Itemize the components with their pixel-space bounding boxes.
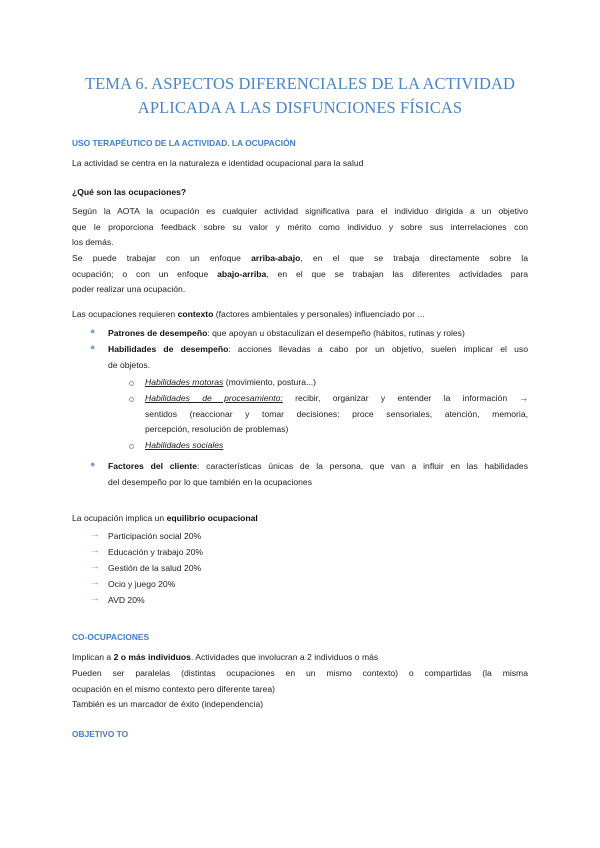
bullet-patrones: Patrones de desempeño: que apoyan u obstaculizan el desempeño (hábitos, rutinas y roles) <box>108 328 465 338</box>
sub-habilidades-motoras: Habilidades motoras (movimiento, postura...) <box>145 377 316 387</box>
bullet-dot-icon: ● <box>90 342 96 352</box>
contexto-paragraph: Las ocupaciones requieren contexto (factores ambientales y personales) influenciado por ... <box>72 309 425 319</box>
sub-habilidades-sociales: Habilidades sociales <box>145 440 224 450</box>
equilibrio-intro: La ocupación implica un equilibrio ocupacional <box>72 513 258 523</box>
document-title <box>60 72 540 120</box>
bullet-dot-icon: ● <box>90 459 96 469</box>
list-item: Gestión de la salud 20% <box>108 563 202 573</box>
co-ocupaciones-line-1: Implican a 2 o más individuos. Actividades que involucran a 2 individuos o más <box>72 652 379 662</box>
list-item: Participación social 20% <box>108 531 202 541</box>
arrow-right-icon: → <box>90 577 100 588</box>
sub-habilidades-procesamiento: Habilidades de procesamiento: recibir, organizar y entender la información → sentidos (reaccionar y tomar decisiones: proce sensoriales, atención, memoria, percepción, resolución de problemas) <box>145 393 528 434</box>
co-ocupaciones-paragraph: Pueden ser paralelas (distintas ocupaciones en un mismo contexto) o compartidas (la misma ocupación en el mismo contexto pero diferente tarea) <box>72 668 528 694</box>
section-heading-uso-terapeutico: USO TERAPÉUTICO DE LA ACTIVIDAD. LA OCUPACIÓN <box>72 138 296 148</box>
list-item: Ocio y juego 20% <box>108 579 176 589</box>
bullet-factores-cliente: Factores del cliente: características únicas de la persona, que van a influir en las habilidades del desempeño por lo que también en la ocupaciones <box>108 461 528 487</box>
enfoque-paragraph: Se puede trabajar con un enfoque arriba-abajo, en el que se trabaja directamente sobre la ocupación; o con un enfoque abajo-arriba, en el que se trabajan las diferentes actividades para poder realizar una ocupación. <box>72 253 529 294</box>
section-heading-co-ocupaciones: CO-OCUPACIONES <box>72 632 150 642</box>
section-intro: La actividad se centra en la naturaleza e identidad ocupacional para la salud <box>72 158 364 168</box>
arrow-right-icon: → <box>90 545 100 556</box>
circle-bullet-icon <box>129 397 134 402</box>
title-line-1: TEMA 6. ASPECTOS DIFERENCIALES DE LA ACTIVIDAD <box>84 74 516 93</box>
arrow-right-icon: → <box>90 593 100 604</box>
arrow-right-icon: → <box>90 529 100 540</box>
bullet-habilidades: Habilidades de desempeño: acciones llevadas a cabo por un objetivo, suelen implicar el uso de objetos. <box>108 344 528 370</box>
aota-paragraph: Según la AOTA la ocupación es cualquier actividad significativa para el individuo dirigida a un objetivo que le proporciona feedback sobre su valor y mérito como individuo y sobre sus interrelaciones con los demás. <box>72 206 528 247</box>
list-item: Educación y trabajo 20% <box>108 547 204 557</box>
list-item: AVD 20% <box>108 595 145 605</box>
section-heading-objetivo-to: OBJETIVO TO <box>72 729 129 739</box>
bullet-dot-icon: ● <box>90 326 96 336</box>
circle-bullet-icon <box>129 381 134 386</box>
question-heading: ¿Qué son las ocupaciones? <box>72 187 187 197</box>
arrow-right-icon: → <box>90 561 100 572</box>
title-line-2: APLICADA A LAS DISFUNCIONES FÍSICAS <box>137 98 463 117</box>
circle-bullet-icon <box>129 444 134 449</box>
co-ocupaciones-line-4: También es un marcador de éxito (independencia) <box>72 699 264 709</box>
